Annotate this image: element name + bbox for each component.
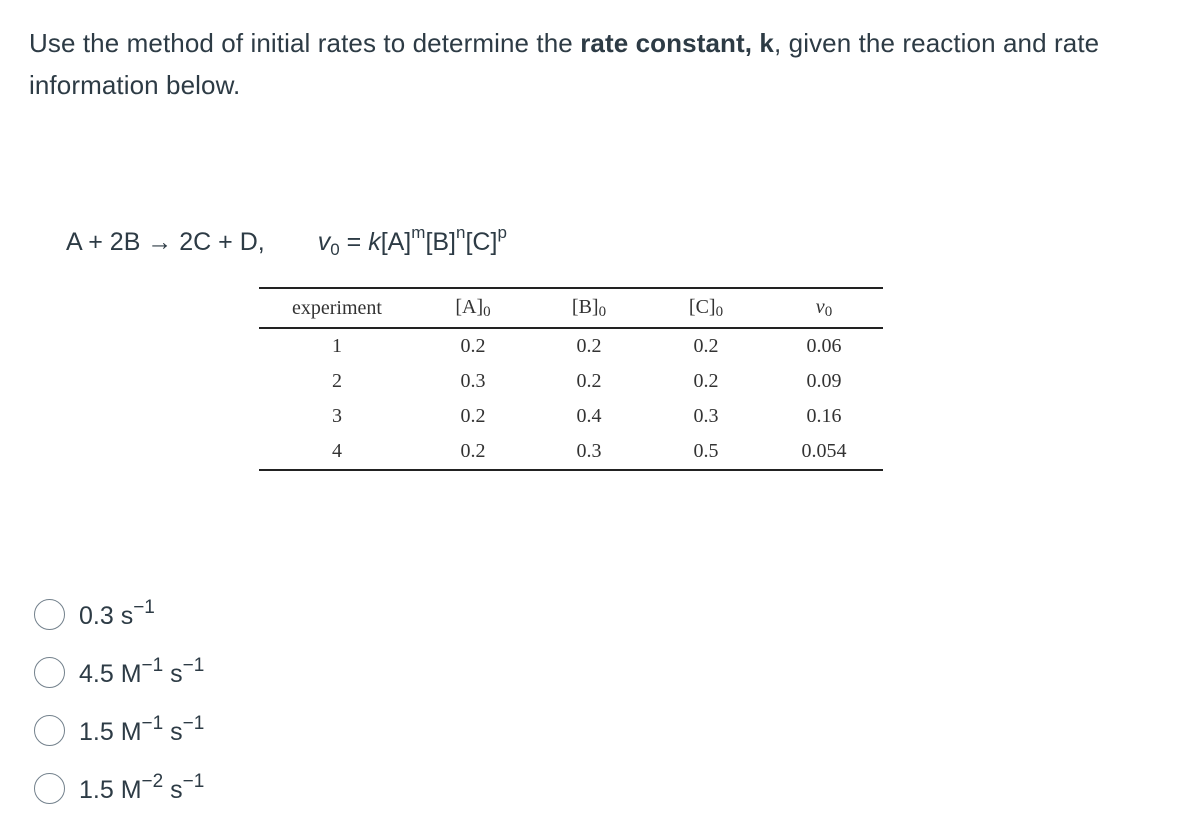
rate-constant-symbol: k [368,228,381,256]
table-row [259,399,883,434]
table-header-row [259,288,883,328]
rate-data-table [259,287,883,471]
answer-option-3[interactable] [34,701,204,759]
cell-conc-a: 0.2 [460,440,486,462]
cell-conc-c: 0.5 [693,440,719,462]
answer-option-label [79,655,204,689]
cell-rate: 0.054 [801,440,847,462]
answer-options [34,585,204,817]
cell-conc-b: 0.2 [576,370,602,392]
rate-subscript: 0 [330,240,340,259]
cell-conc-a: 0.2 [460,405,486,427]
header-conc-c-label: [C] [688,295,716,318]
header-conc-c-subscript: 0 [715,303,724,320]
conc-c: [C] [465,228,498,256]
option-exponent: −1 [182,771,205,792]
option-exponent: −1 [182,713,205,734]
option-exponent: −1 [141,713,164,734]
cell-experiment: 2 [332,370,342,392]
exponent-m: m [411,223,426,242]
option-value: 0.3 s [79,602,134,630]
header-conc-b-subscript: 0 [598,303,607,320]
exponent-p: p [497,223,507,242]
radio-button[interactable] [34,773,65,804]
option-value: 1.5 M [79,718,142,746]
cell-experiment: 4 [332,440,342,462]
conc-a: [A] [380,228,412,256]
header-conc-a-label: [A] [455,295,484,318]
rate-symbol: v [317,228,331,256]
cell-rate: 0.16 [806,405,842,427]
table-row [259,434,883,470]
option-exponent: −2 [141,771,164,792]
rate-law [317,223,507,259]
option-value: 1.5 M [79,776,142,804]
answer-option-1[interactable] [34,585,204,643]
header-experiment: experiment [292,296,382,319]
cell-conc-c: 0.2 [693,370,719,392]
radio-button[interactable] [34,715,65,746]
answer-option-2[interactable] [34,643,204,701]
exponent-n: n [456,223,466,242]
equals-sign: = [339,228,369,256]
cell-experiment: 3 [332,405,342,427]
header-rate [765,288,883,328]
cell-conc-c: 0.2 [693,335,719,357]
cell-conc-c: 0.3 [693,405,719,427]
cell-conc-a: 0.2 [460,335,486,357]
header-conc-b [531,288,647,328]
table-row [259,364,883,399]
answer-option-label [79,713,204,747]
option-exponent: −1 [182,655,205,676]
option-unit: s [163,718,183,746]
option-unit: s [163,660,183,688]
header-conc-a [415,288,531,328]
answer-option-4[interactable] [34,759,204,817]
question-text-bold: rate constant, k [580,28,774,58]
reaction-text: A + 2B → 2C + D, [66,228,265,256]
answer-option-label [79,771,204,805]
answer-option-label [79,597,155,631]
cell-conc-b: 0.2 [576,335,602,357]
header-conc-c [647,288,765,328]
radio-button[interactable] [34,657,65,688]
header-conc-a-subscript: 0 [483,303,491,320]
option-exponent: −1 [133,597,155,618]
conc-b: [B] [425,228,457,256]
table-row [259,328,883,364]
option-value: 4.5 M [79,660,142,688]
question-prompt [29,22,1149,106]
cell-conc-a: 0.3 [460,370,486,392]
cell-conc-b: 0.4 [576,405,602,427]
cell-conc-b: 0.3 [576,440,602,462]
option-exponent: −1 [141,655,164,676]
header-rate-label: v [815,295,825,318]
question-text-start: Use the method of initial rates to determine the [29,28,581,58]
question-text-end: , given the reaction and rate information below. [29,28,1100,100]
radio-button[interactable] [34,599,65,630]
header-conc-b-label: [B] [571,295,599,318]
header-rate-subscript: 0 [824,303,833,320]
cell-experiment: 1 [332,335,342,357]
cell-rate: 0.09 [806,370,842,392]
cell-rate: 0.06 [806,335,842,357]
option-unit: s [163,776,183,804]
reaction-equation [66,215,507,268]
